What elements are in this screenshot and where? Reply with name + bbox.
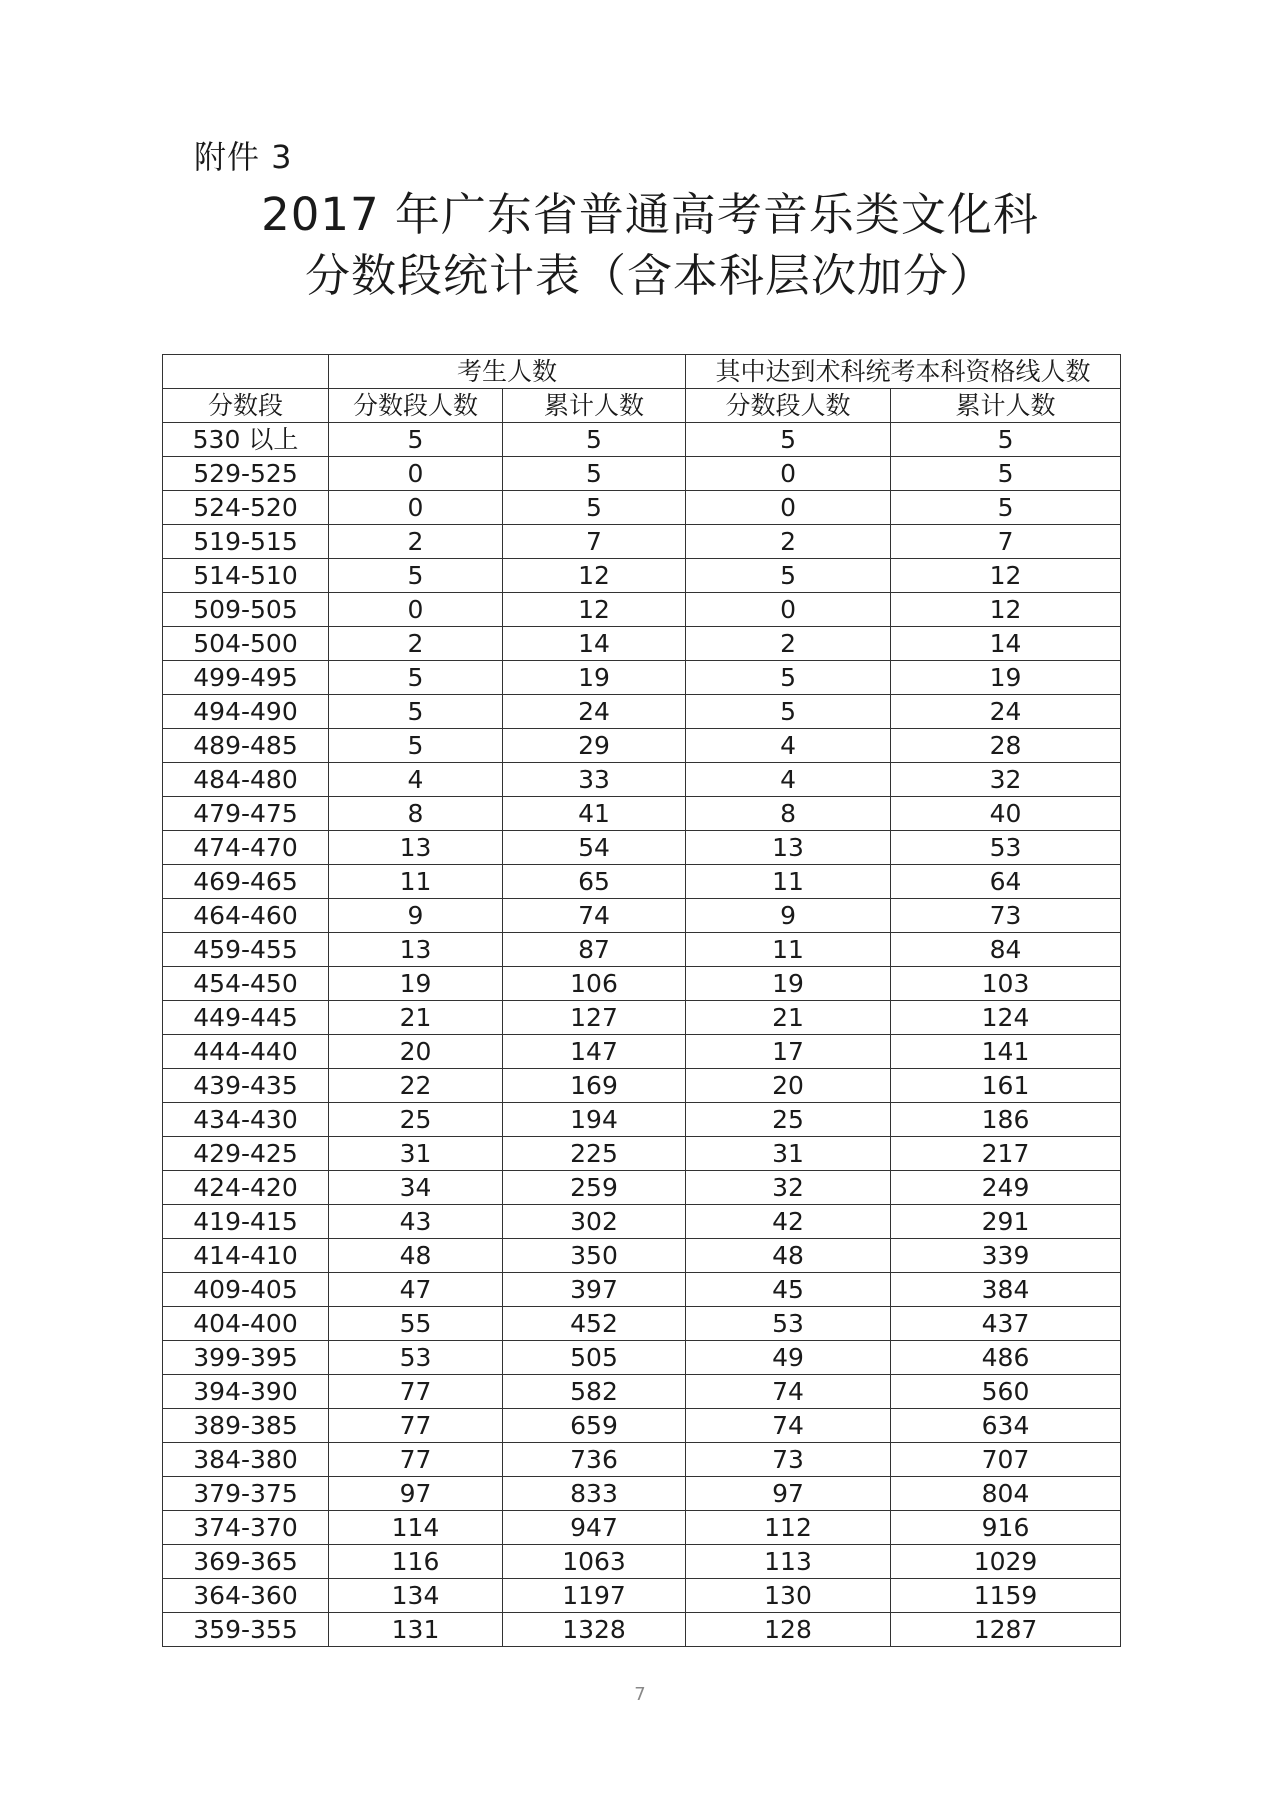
examinees-count-cell: 21: [329, 1001, 503, 1035]
score-distribution-table: [162, 354, 1121, 1647]
table-row: [163, 1239, 1121, 1273]
examinees-cumulative-cell: 259: [503, 1171, 686, 1205]
examinees-cumulative-cell: 14: [503, 627, 686, 661]
qualified-cumulative-header: 累计人数: [891, 389, 1121, 423]
score-range-cell: 484-480: [163, 763, 329, 797]
table-row: [163, 1205, 1121, 1239]
examinees-cumulative-cell: 74: [503, 899, 686, 933]
table-row: [163, 1443, 1121, 1477]
table-row: [163, 1375, 1121, 1409]
qualified-count-cell: 4: [686, 729, 891, 763]
score-range-cell: 374-370: [163, 1511, 329, 1545]
examinees-count-cell: 22: [329, 1069, 503, 1103]
qualified-count-cell: 130: [686, 1579, 891, 1613]
page-title-line-1: 2017 年广东省普通高考音乐类文化科: [261, 188, 1039, 241]
qualified-cumulative-cell: 40: [891, 797, 1121, 831]
examinees-count-cell: 34: [329, 1171, 503, 1205]
examinees-count-cell: 2: [329, 525, 503, 559]
examinees-count-cell: 53: [329, 1341, 503, 1375]
examinees-count-cell: 25: [329, 1103, 503, 1137]
examinees-cumulative-cell: 24: [503, 695, 686, 729]
qualified-count-cell: 25: [686, 1103, 891, 1137]
score-range-cell: 369-365: [163, 1545, 329, 1579]
table-row: [163, 763, 1121, 797]
score-range-cell: 394-390: [163, 1375, 329, 1409]
qualified-count-cell: 2: [686, 627, 891, 661]
table-row: [163, 1613, 1121, 1647]
table-row: [163, 1171, 1121, 1205]
examinees-count-cell: 5: [329, 695, 503, 729]
table-row: [163, 559, 1121, 593]
qualified-cumulative-cell: 14: [891, 627, 1121, 661]
qualified-cumulative-cell: 217: [891, 1137, 1121, 1171]
examinees-cumulative-cell: 41: [503, 797, 686, 831]
examinees-cumulative-cell: 5: [503, 423, 686, 457]
examinees-count-cell: 2: [329, 627, 503, 661]
score-range-cell: 479-475: [163, 797, 329, 831]
score-range-header: 分数段: [163, 389, 329, 423]
examinees-cumulative-cell: 147: [503, 1035, 686, 1069]
qualified-count-cell: 20: [686, 1069, 891, 1103]
examinees-cumulative-cell: 19: [503, 661, 686, 695]
qualified-count-cell: 45: [686, 1273, 891, 1307]
qualified-cumulative-cell: 32: [891, 763, 1121, 797]
qualified-cumulative-cell: 64: [891, 865, 1121, 899]
table-column-header-row: [163, 389, 1121, 423]
table-row: [163, 933, 1121, 967]
qualified-cumulative-cell: 384: [891, 1273, 1121, 1307]
score-range-cell: 379-375: [163, 1477, 329, 1511]
score-range-cell: 419-415: [163, 1205, 329, 1239]
qualified-count-cell: 97: [686, 1477, 891, 1511]
examinees-count-cell: 5: [329, 559, 503, 593]
score-range-cell: 474-470: [163, 831, 329, 865]
examinees-cumulative-cell: 169: [503, 1069, 686, 1103]
table-row: [163, 457, 1121, 491]
examinees-cumulative-cell: 1063: [503, 1545, 686, 1579]
examinees-count-cell: 97: [329, 1477, 503, 1511]
qualified-cumulative-cell: 1159: [891, 1579, 1121, 1613]
examinees-cumulative-cell: 106: [503, 967, 686, 1001]
examinees-cumulative-cell: 736: [503, 1443, 686, 1477]
qualified-cumulative-cell: 916: [891, 1511, 1121, 1545]
score-range-cell: 464-460: [163, 899, 329, 933]
table-row: [163, 797, 1121, 831]
attachment-label: 附件 3: [194, 138, 293, 176]
examinees-cumulative-header: 累计人数: [503, 389, 686, 423]
examinees-cumulative-cell: 127: [503, 1001, 686, 1035]
table-row: [163, 865, 1121, 899]
table-row: [163, 1409, 1121, 1443]
examinees-cumulative-cell: 350: [503, 1239, 686, 1273]
score-range-cell: 429-425: [163, 1137, 329, 1171]
score-range-cell: 449-445: [163, 1001, 329, 1035]
qualified-cumulative-cell: 53: [891, 831, 1121, 865]
examinees-cumulative-cell: 87: [503, 933, 686, 967]
table-body: [163, 423, 1121, 1647]
examinees-count-cell: 5: [329, 661, 503, 695]
examinees-count-cell: 31: [329, 1137, 503, 1171]
qualified-count-cell: 8: [686, 797, 891, 831]
table-row: [163, 1069, 1121, 1103]
examinees-cumulative-cell: 54: [503, 831, 686, 865]
qualified-count-header: 分数段人数: [686, 389, 891, 423]
examinees-cumulative-cell: 452: [503, 1307, 686, 1341]
qualified-count-cell: 53: [686, 1307, 891, 1341]
table-row: [163, 1035, 1121, 1069]
qualified-cumulative-cell: 124: [891, 1001, 1121, 1035]
qualified-count-cell: 0: [686, 593, 891, 627]
examinees-count-cell: 77: [329, 1375, 503, 1409]
table-row: [163, 423, 1121, 457]
score-range-cell: 519-515: [163, 525, 329, 559]
examinees-count-cell: 20: [329, 1035, 503, 1069]
table-row: [163, 661, 1121, 695]
qualified-cumulative-cell: 5: [891, 457, 1121, 491]
qualified-cumulative-cell: 291: [891, 1205, 1121, 1239]
table-row: [163, 831, 1121, 865]
examinees-cumulative-cell: 194: [503, 1103, 686, 1137]
examinees-count-cell: 55: [329, 1307, 503, 1341]
score-range-cell: 364-360: [163, 1579, 329, 1613]
examinees-cumulative-cell: 7: [503, 525, 686, 559]
qualified-group-header: 其中达到术科统考本科资格线人数: [686, 355, 1121, 389]
examinees-cumulative-cell: 65: [503, 865, 686, 899]
examinees-count-cell: 0: [329, 593, 503, 627]
qualified-cumulative-cell: 437: [891, 1307, 1121, 1341]
qualified-cumulative-cell: 707: [891, 1443, 1121, 1477]
qualified-count-cell: 11: [686, 865, 891, 899]
qualified-cumulative-cell: 339: [891, 1239, 1121, 1273]
empty-header-cell: [163, 355, 329, 389]
examinees-cumulative-cell: 33: [503, 763, 686, 797]
examinees-count-cell: 131: [329, 1613, 503, 1647]
table-row: [163, 1511, 1121, 1545]
qualified-count-cell: 11: [686, 933, 891, 967]
score-range-cell: 489-485: [163, 729, 329, 763]
examinees-count-cell: 47: [329, 1273, 503, 1307]
score-range-cell: 434-430: [163, 1103, 329, 1137]
qualified-count-cell: 4: [686, 763, 891, 797]
qualified-count-cell: 13: [686, 831, 891, 865]
score-range-cell: 504-500: [163, 627, 329, 661]
score-range-cell: 459-455: [163, 933, 329, 967]
examinees-count-cell: 48: [329, 1239, 503, 1273]
examinees-count-cell: 134: [329, 1579, 503, 1613]
examinees-cumulative-cell: 659: [503, 1409, 686, 1443]
examinees-cumulative-cell: 302: [503, 1205, 686, 1239]
examinees-count-cell: 77: [329, 1443, 503, 1477]
table-group-header-row: [163, 355, 1121, 389]
examinees-count-cell: 5: [329, 423, 503, 457]
examinees-cumulative-cell: 12: [503, 593, 686, 627]
examinees-count-cell: 43: [329, 1205, 503, 1239]
qualified-cumulative-cell: 5: [891, 491, 1121, 525]
qualified-cumulative-cell: 28: [891, 729, 1121, 763]
qualified-count-cell: 112: [686, 1511, 891, 1545]
examinees-cumulative-cell: 1197: [503, 1579, 686, 1613]
score-range-cell: 389-385: [163, 1409, 329, 1443]
examinees-count-cell: 5: [329, 729, 503, 763]
examinees-count-cell: 9: [329, 899, 503, 933]
score-range-cell: 529-525: [163, 457, 329, 491]
table-row: [163, 593, 1121, 627]
examinees-cumulative-cell: 582: [503, 1375, 686, 1409]
table-row: [163, 695, 1121, 729]
examinees-cumulative-cell: 5: [503, 491, 686, 525]
score-range-cell: 414-410: [163, 1239, 329, 1273]
qualified-count-cell: 19: [686, 967, 891, 1001]
examinees-cumulative-cell: 12: [503, 559, 686, 593]
examinees-cumulative-cell: 225: [503, 1137, 686, 1171]
table-row: [163, 1137, 1121, 1171]
qualified-count-cell: 113: [686, 1545, 891, 1579]
table-row: [163, 525, 1121, 559]
table-row: [163, 1307, 1121, 1341]
examinees-cumulative-cell: 1328: [503, 1613, 686, 1647]
qualified-count-cell: 0: [686, 491, 891, 525]
examinees-count-cell: 114: [329, 1511, 503, 1545]
score-range-cell: 514-510: [163, 559, 329, 593]
examinees-cumulative-cell: 397: [503, 1273, 686, 1307]
score-range-cell: 384-380: [163, 1443, 329, 1477]
qualified-count-cell: 32: [686, 1171, 891, 1205]
qualified-cumulative-cell: 486: [891, 1341, 1121, 1375]
table-row: [163, 491, 1121, 525]
examinees-count-cell: 0: [329, 491, 503, 525]
examinees-count-cell: 19: [329, 967, 503, 1001]
page-title-line-2: 分数段统计表（含本科层次加分）: [304, 249, 995, 302]
score-range-cell: 404-400: [163, 1307, 329, 1341]
qualified-cumulative-cell: 804: [891, 1477, 1121, 1511]
table-row: [163, 1001, 1121, 1035]
table-row: [163, 1579, 1121, 1613]
qualified-cumulative-cell: 73: [891, 899, 1121, 933]
qualified-cumulative-cell: 186: [891, 1103, 1121, 1137]
qualified-count-cell: 5: [686, 423, 891, 457]
qualified-count-cell: 5: [686, 661, 891, 695]
table-row: [163, 627, 1121, 661]
qualified-cumulative-cell: 84: [891, 933, 1121, 967]
page-number: 7: [634, 1684, 646, 1705]
score-range-cell: 439-435: [163, 1069, 329, 1103]
qualified-count-cell: 31: [686, 1137, 891, 1171]
table-row: [163, 1477, 1121, 1511]
qualified-count-cell: 42: [686, 1205, 891, 1239]
qualified-count-cell: 17: [686, 1035, 891, 1069]
qualified-cumulative-cell: 560: [891, 1375, 1121, 1409]
qualified-count-cell: 0: [686, 457, 891, 491]
examinees-cumulative-cell: 833: [503, 1477, 686, 1511]
table-row: [163, 729, 1121, 763]
qualified-cumulative-cell: 1029: [891, 1545, 1121, 1579]
qualified-count-cell: 73: [686, 1443, 891, 1477]
qualified-count-cell: 2: [686, 525, 891, 559]
qualified-cumulative-cell: 141: [891, 1035, 1121, 1069]
examinees-count-cell: 13: [329, 831, 503, 865]
examinees-count-cell: 8: [329, 797, 503, 831]
score-range-cell: 444-440: [163, 1035, 329, 1069]
table-row: [163, 1341, 1121, 1375]
qualified-cumulative-cell: 7: [891, 525, 1121, 559]
score-range-cell: 454-450: [163, 967, 329, 1001]
examinees-count-cell: 13: [329, 933, 503, 967]
table-row: [163, 1103, 1121, 1137]
qualified-cumulative-cell: 12: [891, 559, 1121, 593]
qualified-cumulative-cell: 634: [891, 1409, 1121, 1443]
table-row: [163, 899, 1121, 933]
table-row: [163, 1273, 1121, 1307]
qualified-count-cell: 74: [686, 1375, 891, 1409]
examinees-cumulative-cell: 505: [503, 1341, 686, 1375]
score-range-cell: 424-420: [163, 1171, 329, 1205]
qualified-count-cell: 48: [686, 1239, 891, 1273]
score-range-cell: 494-490: [163, 695, 329, 729]
examinees-count-cell: 0: [329, 457, 503, 491]
examinees-count-cell: 4: [329, 763, 503, 797]
qualified-count-cell: 128: [686, 1613, 891, 1647]
examinees-cumulative-cell: 947: [503, 1511, 686, 1545]
score-range-cell: 530 以上: [163, 423, 329, 457]
qualified-cumulative-cell: 249: [891, 1171, 1121, 1205]
qualified-count-cell: 21: [686, 1001, 891, 1035]
qualified-count-cell: 5: [686, 559, 891, 593]
examinees-cumulative-cell: 5: [503, 457, 686, 491]
qualified-cumulative-cell: 19: [891, 661, 1121, 695]
qualified-cumulative-cell: 12: [891, 593, 1121, 627]
qualified-cumulative-cell: 103: [891, 967, 1121, 1001]
score-range-cell: 499-495: [163, 661, 329, 695]
qualified-count-cell: 9: [686, 899, 891, 933]
examinees-group-header: 考生人数: [329, 355, 686, 389]
examinees-cumulative-cell: 29: [503, 729, 686, 763]
score-range-cell: 524-520: [163, 491, 329, 525]
score-range-cell: 469-465: [163, 865, 329, 899]
qualified-count-cell: 49: [686, 1341, 891, 1375]
score-range-cell: 409-405: [163, 1273, 329, 1307]
qualified-count-cell: 5: [686, 695, 891, 729]
examinees-count-cell: 11: [329, 865, 503, 899]
examinees-count-cell: 116: [329, 1545, 503, 1579]
qualified-cumulative-cell: 5: [891, 423, 1121, 457]
qualified-cumulative-cell: 24: [891, 695, 1121, 729]
table-row: [163, 967, 1121, 1001]
table-row: [163, 1545, 1121, 1579]
qualified-cumulative-cell: 161: [891, 1069, 1121, 1103]
score-range-cell: 399-395: [163, 1341, 329, 1375]
qualified-count-cell: 74: [686, 1409, 891, 1443]
score-range-cell: 359-355: [163, 1613, 329, 1647]
score-range-cell: 509-505: [163, 593, 329, 627]
examinees-count-cell: 77: [329, 1409, 503, 1443]
qualified-cumulative-cell: 1287: [891, 1613, 1121, 1647]
examinees-count-header: 分数段人数: [329, 389, 503, 423]
